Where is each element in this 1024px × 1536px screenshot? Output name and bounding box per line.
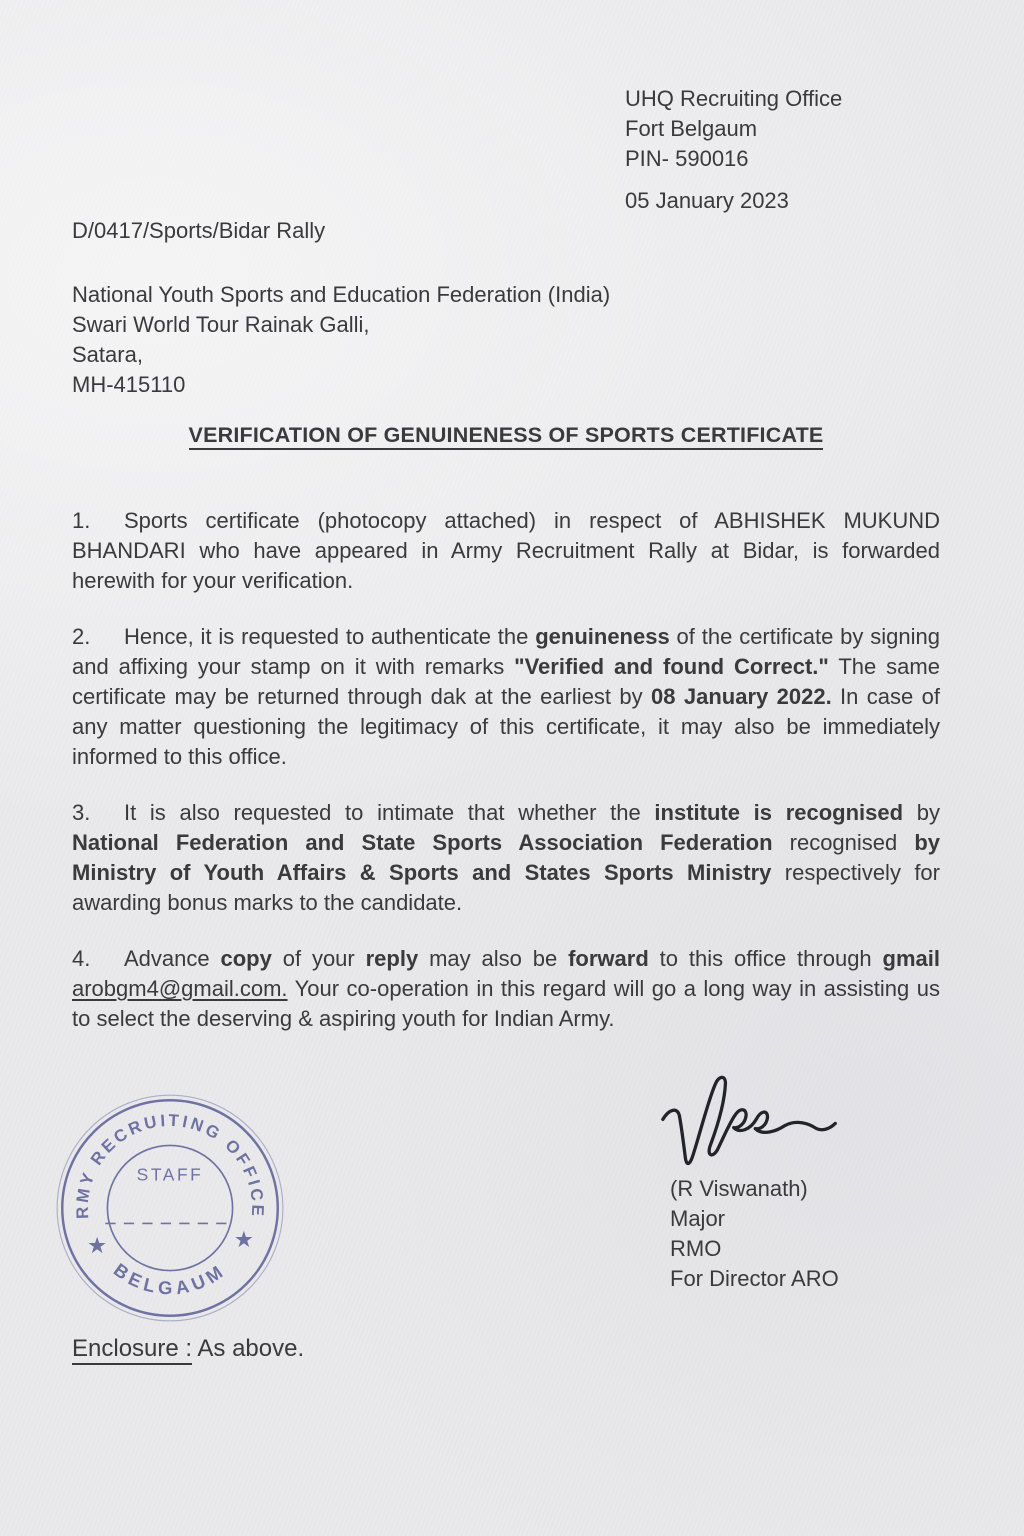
- signature-scribble: [663, 1077, 835, 1163]
- letter-body: [72, 506, 940, 1034]
- paragraph-text: gmail: [882, 946, 941, 971]
- signatory-for-line: For Director ARO: [670, 1266, 839, 1291]
- sender-address-block: [625, 84, 940, 174]
- paragraph-text: to this office through: [648, 946, 883, 971]
- paragraph-text: may also be: [418, 946, 569, 971]
- signatory-block: [670, 1174, 839, 1294]
- letter-content: [72, 0, 940, 1364]
- signature-stamp-row: [72, 1074, 940, 1324]
- letter-title: VERIFICATION OF GENUINENESS OF SPORTS CERTIFICATE: [189, 423, 824, 450]
- stamp-staff-text: STAFF: [136, 1164, 204, 1185]
- stamp-star-left-icon: ★: [87, 1233, 108, 1259]
- email-address: arobgm4@gmail.com.: [72, 976, 288, 1001]
- paragraph-text: It is also requested to intimate that whether the: [124, 800, 655, 825]
- letter-paragraph: [72, 944, 940, 1034]
- paragraph-text: Advance: [124, 946, 221, 971]
- paragraph-text: institute is recognised: [654, 800, 904, 825]
- sender-office-line: UHQ Recruiting Office: [625, 86, 843, 111]
- reference-number: D/0417/Sports/Bidar Rally: [72, 218, 326, 243]
- letter-paragraph: [72, 622, 940, 772]
- handwritten-signature: [642, 1066, 852, 1184]
- enclosure-line: [72, 1334, 940, 1364]
- paragraph-text: by Ministry of Youth Affairs & Sports and States Sports Ministry: [72, 830, 941, 885]
- signatory-appointment: RMO: [670, 1236, 722, 1261]
- recipient-line: National Youth Sports and Education Federation (India): [72, 282, 611, 307]
- paragraph-text: forward: [568, 946, 649, 971]
- stamp-star-right-icon: ★: [233, 1226, 254, 1252]
- paragraph-number: 1.: [72, 508, 91, 533]
- enclosure-value: As above.: [197, 1335, 305, 1362]
- paragraph-text: Hence, it is requested to authenticate the: [124, 624, 536, 649]
- enclosure-label: Enclosure :: [72, 1335, 192, 1365]
- paragraph-text: In case of any matter questioning the legitimacy of this certificate, it may also be immediately informed to this office.: [72, 684, 940, 769]
- paragraph-text: National Federation and State Sports Association Federation: [72, 830, 773, 855]
- letter-title-row: [72, 420, 940, 450]
- paragraph-number: 3.: [72, 800, 91, 825]
- recipient-line: Swari World Tour Rainak Galli,: [72, 312, 370, 337]
- sender-pin-line: PIN- 590016: [625, 146, 749, 171]
- paragraph-text: "Verified and found Correct.": [514, 654, 829, 679]
- paragraph-text: of the certificate by signing and affixing your stamp on it with remarks: [72, 624, 940, 679]
- office-round-stamp: [52, 1090, 288, 1326]
- letter-paragraph: [72, 506, 940, 596]
- paragraph-text: genuineness: [535, 624, 670, 649]
- sender-location-line: Fort Belgaum: [625, 116, 758, 141]
- recipient-line: Satara,: [72, 342, 143, 367]
- signatory-name: (R Viswanath): [670, 1176, 808, 1201]
- paragraph-text: Your co-operation in this regard will go a long way in assisting us to select the deserving & aspiring youth for Indian Army.: [72, 976, 940, 1031]
- paragraph-text: 08 January 2022.: [651, 684, 832, 709]
- recipient-address-block: [72, 280, 940, 400]
- paragraph-text: of your: [271, 946, 366, 971]
- paragraph-text: The same certificate may be returned through dak at the earliest by: [72, 654, 940, 709]
- paragraph-text: Sports certificate (photocopy attached) in respect of ABHISHEK MUKUND BHANDARI who have appeared in Army Recruitment Rally at Bidar, is forwarded herewith for your verification.: [72, 508, 940, 593]
- paragraph-number: 4.: [72, 946, 91, 971]
- letter-date: 05 January 2023: [625, 188, 789, 213]
- stamp-arc-text: RMY RECRUITING OFFICE: [72, 1110, 268, 1220]
- paragraph-number: 2.: [72, 624, 91, 649]
- signatory-rank: Major: [670, 1206, 726, 1231]
- letter-paragraph: [72, 798, 940, 918]
- recipient-line: MH-415110: [72, 372, 186, 397]
- paragraph-text: recognised: [772, 830, 915, 855]
- stamp-bottom-text: BELGAUM: [109, 1258, 231, 1299]
- paragraph-text: copy: [220, 946, 272, 971]
- paragraph-text: respectively for awarding bonus marks to the candidate.: [72, 860, 940, 915]
- paragraph-text: reply: [365, 946, 419, 971]
- paragraph-text: by: [903, 800, 940, 825]
